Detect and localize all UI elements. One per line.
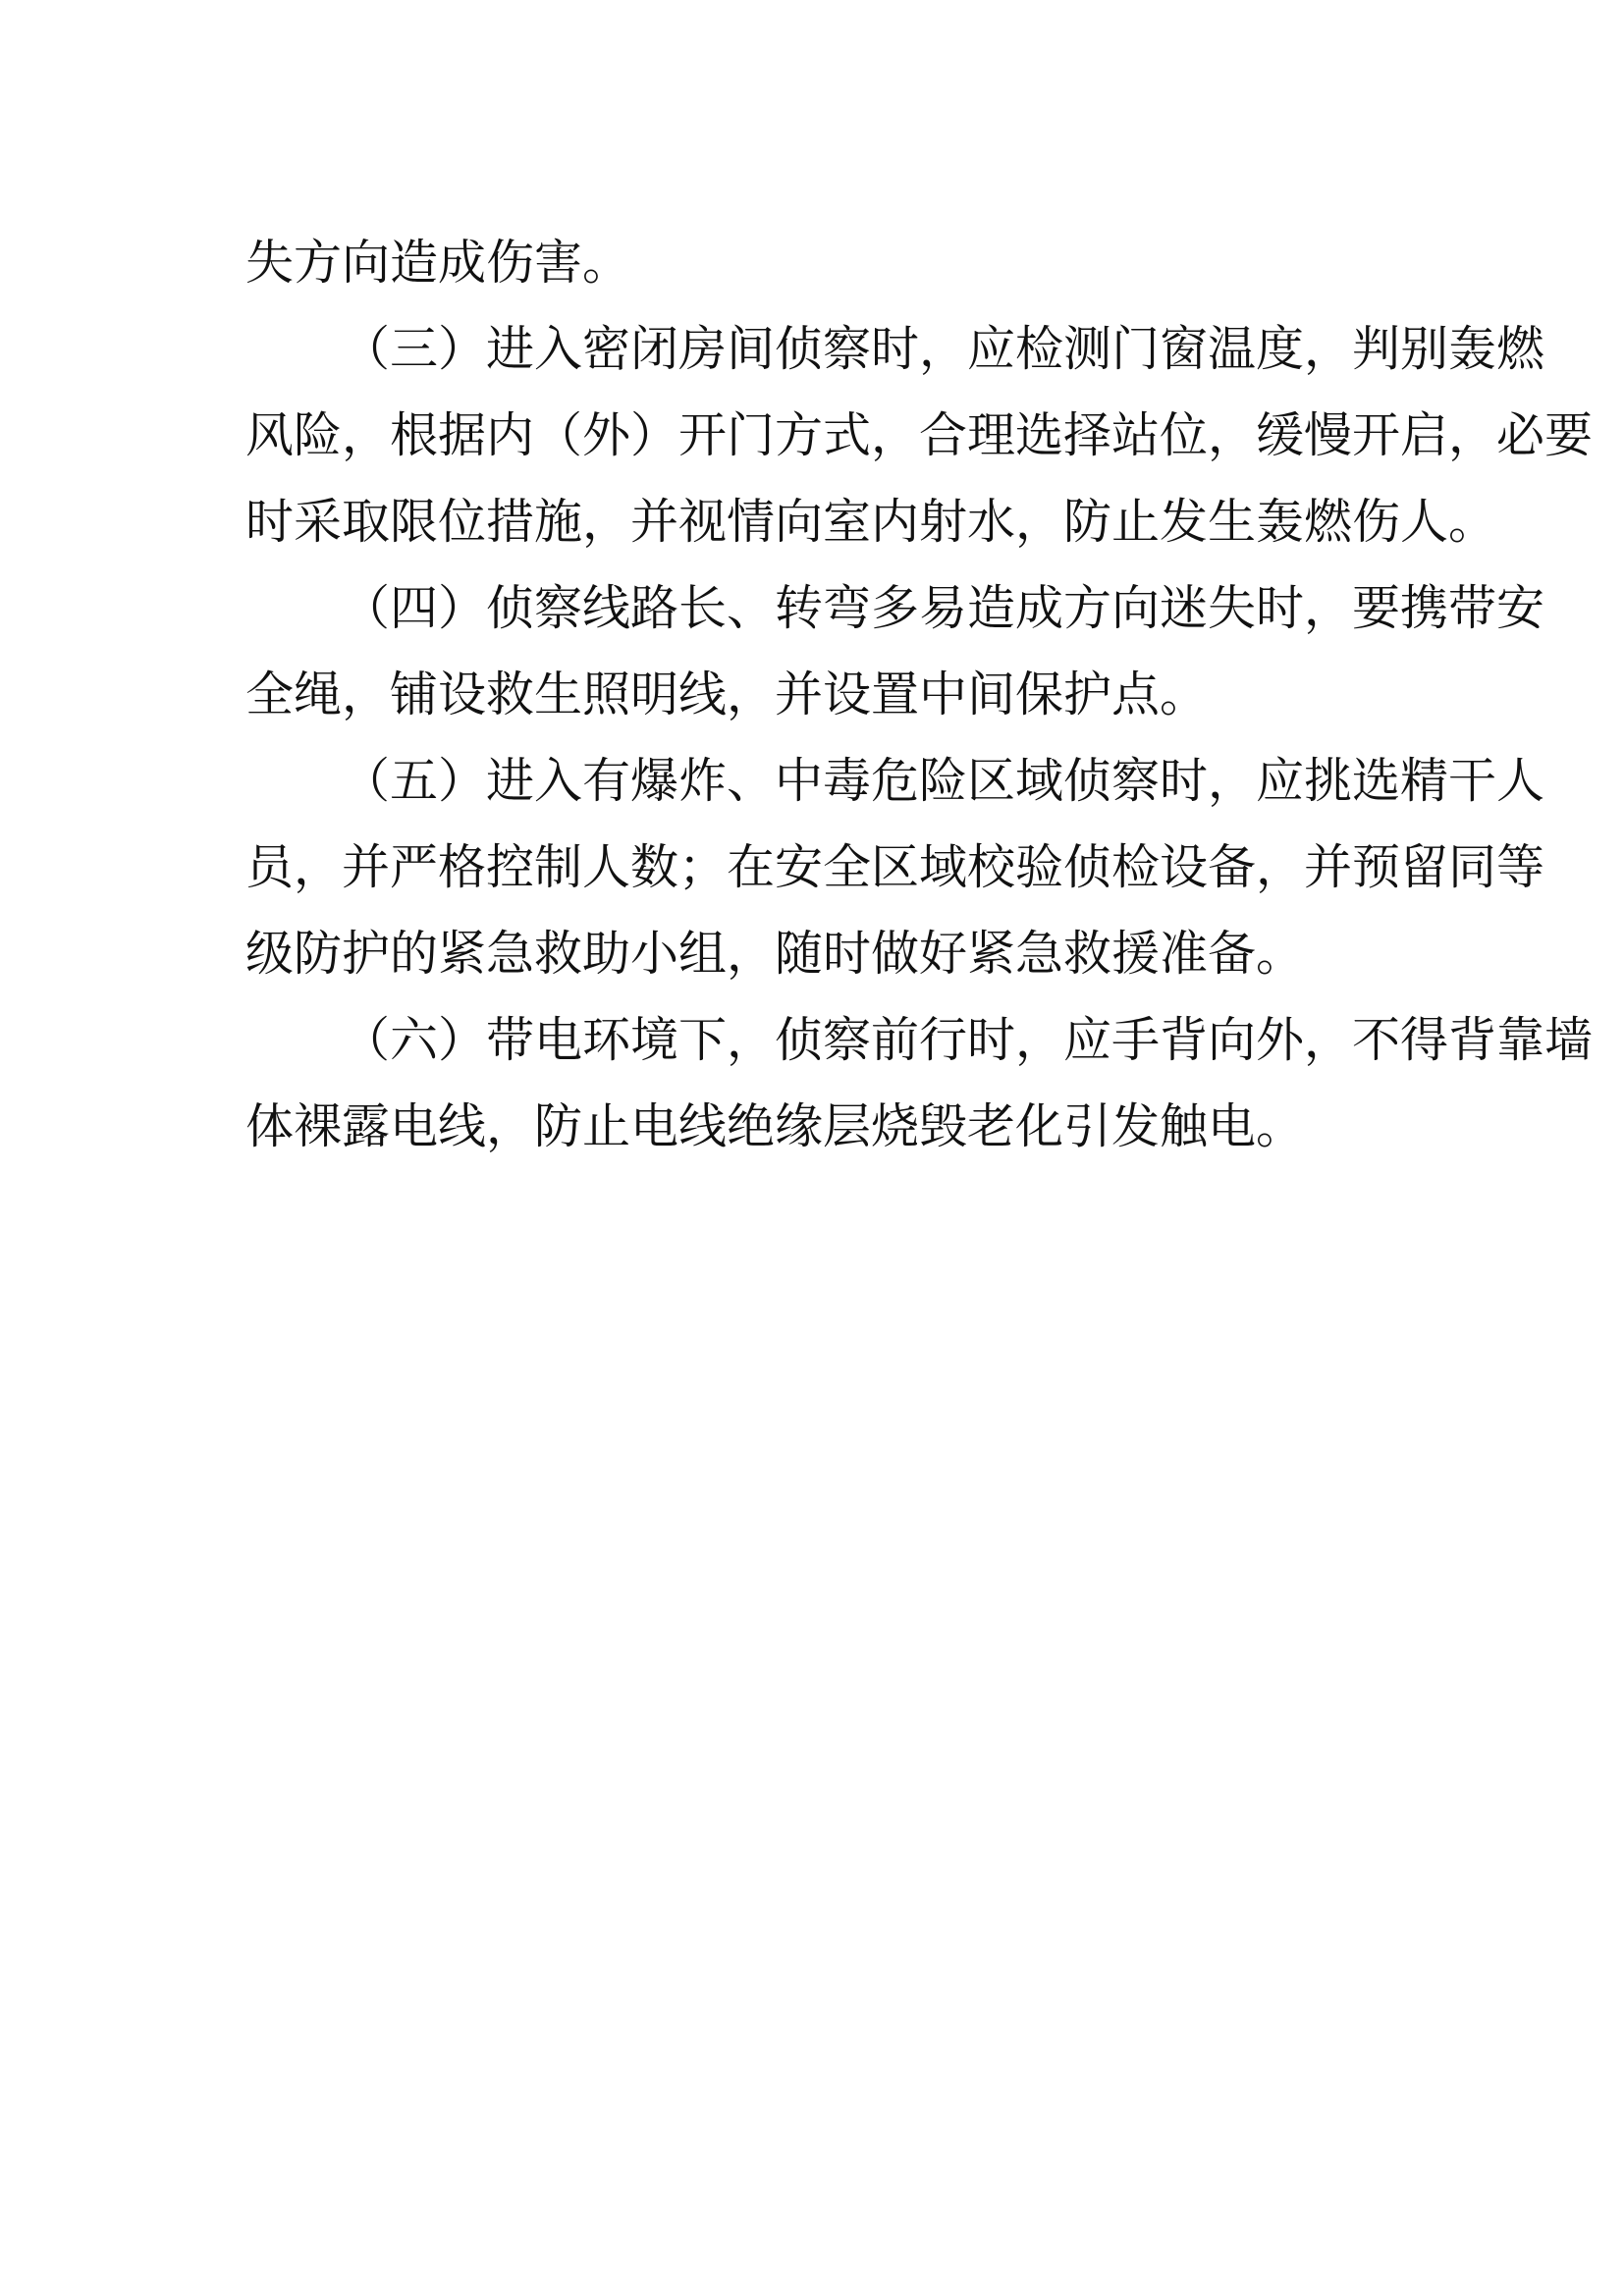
paragraph-line: 员，并严格控制人数；在安全区域校验侦检设备，并预留同等 xyxy=(245,839,1545,895)
paragraph-3-line: （三）进入密闭房间侦察时，应检测门窗温度，判别轰燃 xyxy=(342,321,1545,377)
body-text xyxy=(245,220,1594,1170)
paragraph-line: 全绳，铺设救生照明线，并设置中间保护点。 xyxy=(245,667,1209,722)
paragraph-line: 体裸露电线，防止电线绝缘层烧毁老化引发触电。 xyxy=(245,1098,1305,1154)
paragraph-line: 级防护的紧急救助小组，随时做好紧急救援准备。 xyxy=(245,926,1305,982)
paragraph-5-line: （五）进入有爆炸、中毒危险区域侦察时，应挑选精干人 xyxy=(342,753,1545,809)
paragraph-line: 失方向造成伤害。 xyxy=(245,235,631,291)
paragraph-line: 风险，根据内（外）开门方式，合理选择站位，缓慢开启，必要 xyxy=(245,407,1594,463)
paragraph-line: 时采取限位措施，并视情向室内射水，防止发生轰燃伤人。 xyxy=(245,494,1497,550)
paragraph-6-line: （六）带电环境下，侦察前行时，应手背向外，不得背靠墙 xyxy=(342,1012,1594,1068)
paragraph-4-line: （四）侦察线路长、转弯多易造成方向迷失时，要携带安 xyxy=(342,580,1545,636)
